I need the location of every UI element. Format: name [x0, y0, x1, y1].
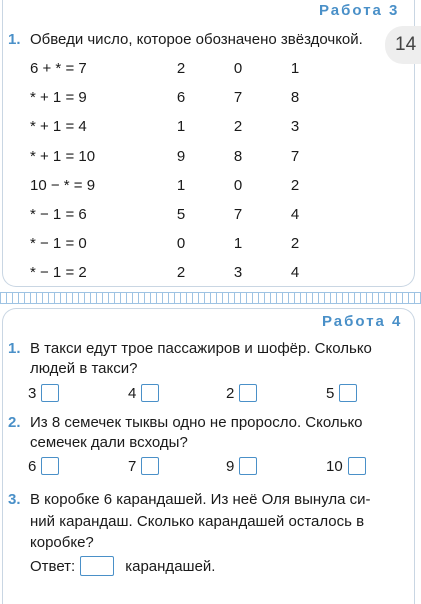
- answer-option[interactable]: 0: [233, 176, 243, 194]
- answer-option[interactable]: 3: [233, 264, 243, 282]
- answer-label: Ответ:: [30, 557, 76, 575]
- answer-label: 5: [326, 384, 335, 402]
- task3-answer-row: [30, 556, 215, 576]
- answer-option[interactable]: 4: [290, 206, 300, 223]
- answer-label: 6: [28, 457, 37, 475]
- task2-answer-3[interactable]: [226, 457, 257, 475]
- task2-answer-1[interactable]: [28, 457, 59, 475]
- answer-option[interactable]: 2: [233, 118, 243, 136]
- answer-option[interactable]: 7: [290, 147, 300, 165]
- equation-text: 10 − * = 9: [30, 176, 96, 194]
- task2-answer-2[interactable]: [128, 457, 159, 475]
- equation-text: * − 1 = 0: [30, 235, 87, 253]
- work4-task2-line2: семечек дали всходы?: [30, 434, 188, 451]
- task1-answer-3[interactable]: [226, 384, 257, 402]
- answer-option[interactable]: 1: [176, 176, 186, 194]
- checkbox[interactable]: [339, 384, 357, 402]
- page-number: 14: [385, 26, 421, 64]
- answer-option[interactable]: 5: [176, 206, 186, 223]
- answer-option[interactable]: 1: [176, 118, 186, 136]
- checkbox[interactable]: [141, 457, 159, 475]
- equation-text: * + 1 = 10: [30, 147, 96, 165]
- work4-task2-line1: Из 8 семечек тыквы одно не проросло. Сколько: [30, 414, 363, 431]
- work4-task3-line3: коробке?: [30, 534, 94, 551]
- equation-text: * − 1 = 6: [30, 206, 87, 223]
- work4-title: Работа 4: [322, 313, 403, 330]
- work4-task1-line1: В такси едут трое пассажиров и шофёр. Сколько: [30, 340, 372, 357]
- answer-option[interactable]: 9: [176, 147, 186, 165]
- answer-option[interactable]: 7: [233, 206, 243, 223]
- checkbox[interactable]: [239, 457, 257, 475]
- answer-option[interactable]: 0: [233, 60, 243, 77]
- answer-option[interactable]: 0: [176, 235, 186, 253]
- answer-label: 3: [28, 384, 37, 402]
- task2-answer-4[interactable]: [326, 457, 366, 475]
- answer-option[interactable]: 2: [176, 264, 186, 282]
- work4-task3-line1: В коробке 6 карандашей. Из неё Оля вынула си-: [30, 491, 371, 508]
- work4-task3-number: 3.: [8, 491, 21, 508]
- answer-label: 9: [226, 457, 235, 475]
- checkbox[interactable]: [41, 384, 59, 402]
- equation-text: * − 1 = 2: [30, 264, 87, 282]
- checkbox[interactable]: [239, 384, 257, 402]
- answer-option[interactable]: 2: [290, 235, 300, 253]
- work3-title: Работа 3: [319, 2, 400, 19]
- answer-label: 2: [226, 384, 235, 402]
- work4-task1-line2: людей в такси?: [30, 360, 138, 377]
- answer-option[interactable]: 8: [233, 147, 243, 165]
- checkbox[interactable]: [41, 457, 59, 475]
- answer-option[interactable]: 3: [290, 118, 300, 136]
- answer-option[interactable]: 2: [290, 176, 300, 194]
- work4-task3-line2: ний карандаш. Сколько карандашей осталось в: [30, 513, 365, 530]
- answer-option[interactable]: 4: [290, 264, 300, 282]
- answer-option[interactable]: 6: [176, 89, 186, 107]
- task1-answer-2[interactable]: [128, 384, 159, 402]
- answer-option[interactable]: 2: [176, 60, 186, 77]
- answer-label: 4: [128, 384, 137, 402]
- equation-text: * + 1 = 4: [30, 118, 87, 136]
- answer-label: 10: [326, 457, 343, 475]
- task1-answer-4[interactable]: [326, 384, 357, 402]
- work3-task1-text: Обведи число, которое обозначено звёздочкой.: [30, 31, 363, 48]
- answer-label: 7: [128, 457, 137, 475]
- work4-task1-number: 1.: [8, 340, 21, 357]
- work4-task2-number: 2.: [8, 414, 21, 431]
- answer-input-box[interactable]: [80, 556, 114, 576]
- answer-option[interactable]: 1: [233, 235, 243, 253]
- task1-answer-1[interactable]: [28, 384, 59, 402]
- answer-option[interactable]: 8: [290, 89, 300, 107]
- work3-task1-number: 1.: [8, 31, 21, 48]
- checkbox[interactable]: [348, 457, 366, 475]
- answer-option[interactable]: 7: [233, 89, 243, 107]
- equation-text: * + 1 = 9: [30, 89, 87, 107]
- section-divider-strip: [0, 292, 421, 304]
- checkbox[interactable]: [141, 384, 159, 402]
- equation-text: 6 + * = 7: [30, 60, 87, 77]
- answer-unit: карандашей.: [125, 557, 216, 575]
- answer-option[interactable]: 1: [290, 60, 300, 77]
